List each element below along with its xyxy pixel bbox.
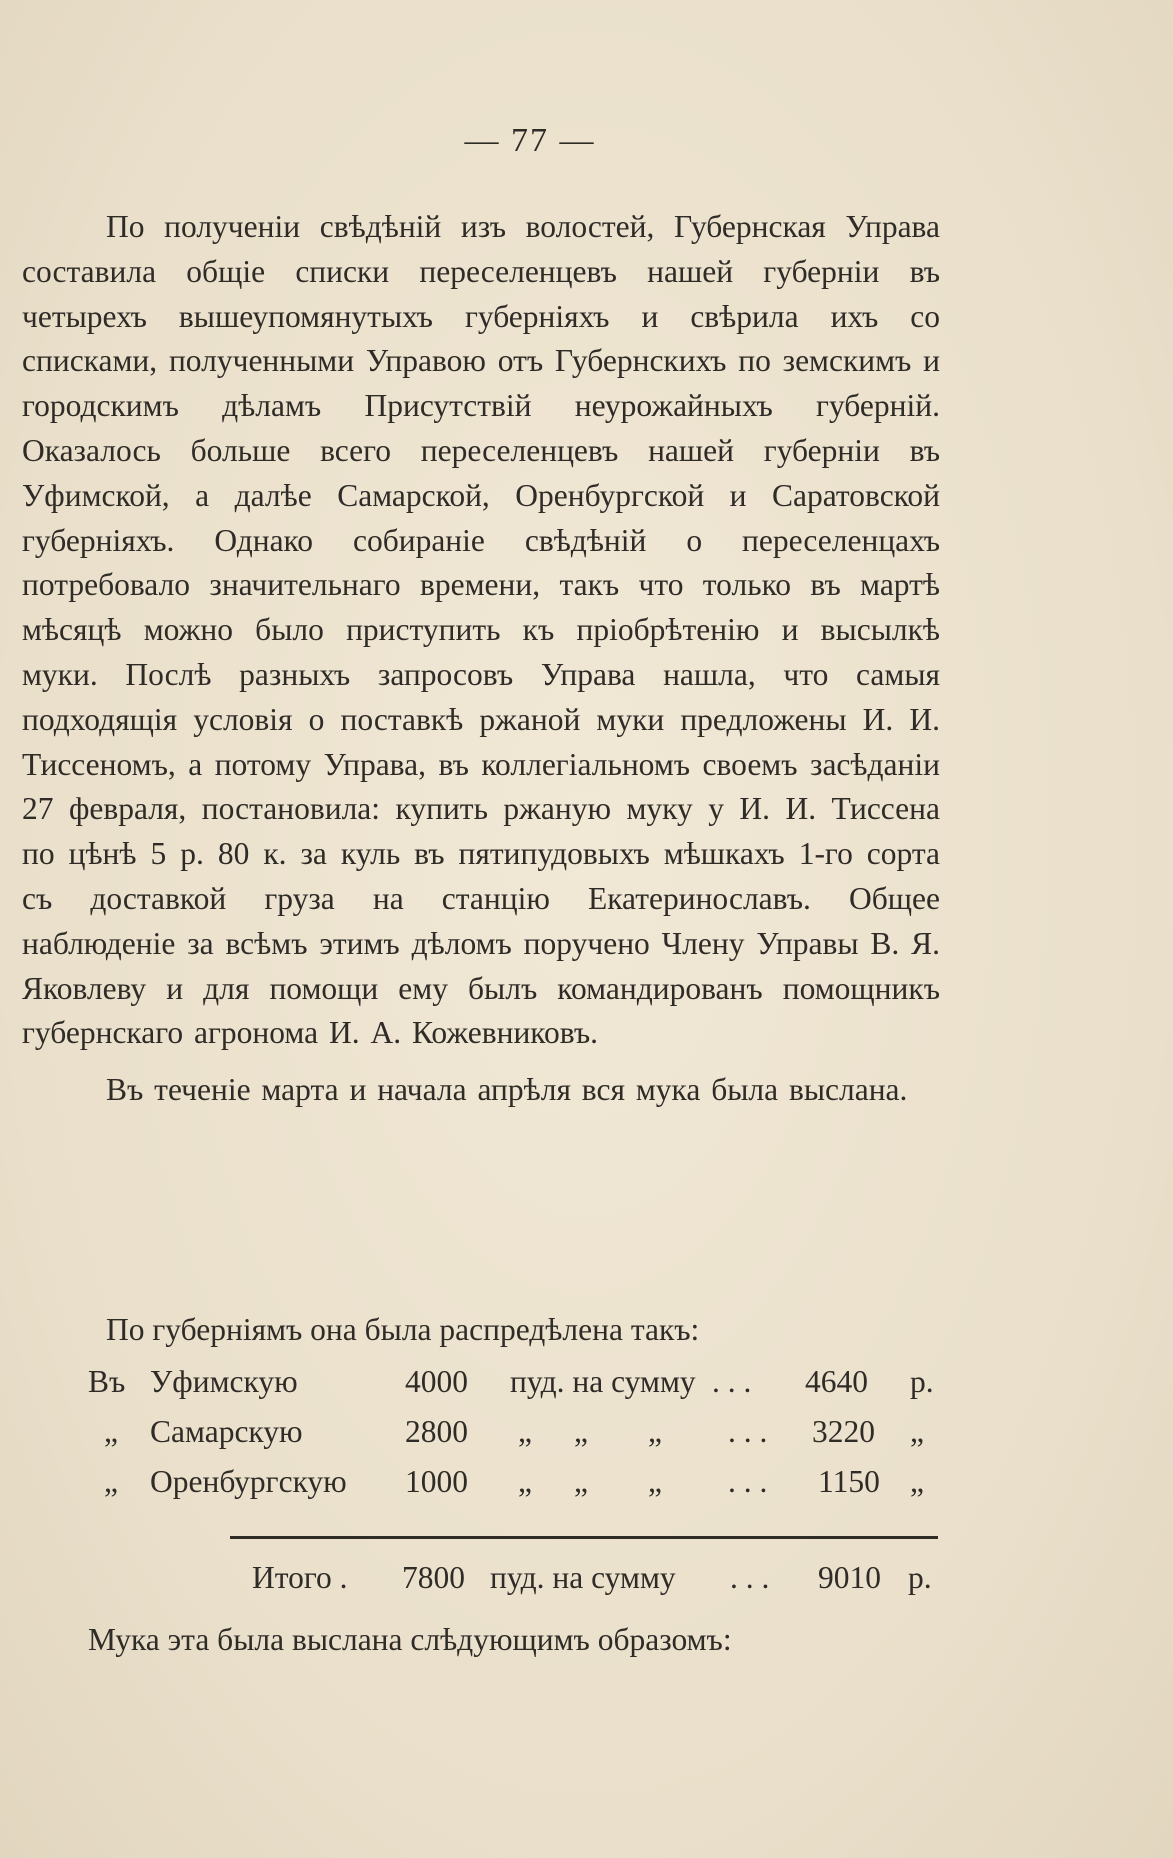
row-amount: 3220	[812, 1414, 875, 1449]
row-prefix: „	[104, 1464, 118, 1499]
row-currency: р.	[910, 1364, 934, 1399]
paragraph-2: Въ теченіе марта и начала апрѣля вся мука была выслана.	[106, 1072, 908, 1108]
total-dots: . . .	[730, 1560, 770, 1595]
distribution-intro: По губерніямъ она была распредѣлена такъ:	[106, 1312, 700, 1347]
row-quantity: 4000	[405, 1364, 468, 1399]
row-currency: „	[910, 1464, 924, 1499]
row-dots: . . .	[728, 1414, 768, 1449]
body-text	[22, 205, 940, 1113]
row-quantity: 1000	[405, 1464, 468, 1499]
row-ditto-mark: „	[518, 1414, 532, 1449]
total-divider	[230, 1536, 938, 1539]
table-row	[0, 1414, 1173, 1458]
row-dots: . . .	[728, 1464, 768, 1499]
row-dots: . . .	[712, 1364, 752, 1399]
total-currency: р.	[908, 1560, 932, 1595]
row-prefix: „	[104, 1414, 118, 1449]
total-amount: 9010	[818, 1560, 881, 1595]
row-region: Самарскую	[150, 1414, 303, 1449]
row-region: Оренбургскую	[150, 1464, 347, 1499]
row-currency: „	[910, 1414, 924, 1449]
row-unit: пуд. на сумму	[510, 1364, 696, 1399]
row-amount: 4640	[805, 1364, 868, 1399]
row-ditto-mark: „	[648, 1464, 662, 1499]
row-ditto-mark: „	[574, 1414, 588, 1449]
row-ditto-mark: „	[574, 1464, 588, 1499]
row-prefix: Въ	[88, 1364, 126, 1399]
page-number: — 77 —	[464, 122, 596, 159]
row-amount: 1150	[818, 1464, 880, 1499]
table-row	[0, 1364, 1173, 1408]
paragraph-1: По полученіи свѣдѣній изъ волостей, Губернская Управа составила общіе списки переселенцевъ нашей губерніи въ четырехъ вышеупомянутыхъ губерніяхъ и свѣрила ихъ со списками, полученными Управою отъ Губернскихъ по земскимъ и городскимъ дѣламъ Присутствій неурожайныхъ губерній. Оказалось больше всего переселенцевъ нашей губерніи въ Уфимской, а далѣе Самарской, Оренбургской и Саратовской губерніяхъ. Однако собираніе свѣдѣній о переселенцахъ потребовало значительнаго времени, такъ что только въ мартѣ мѣсяцѣ можно было приступить къ пріобрѣтенію и высылкѣ муки. Послѣ разныхъ запросовъ Управа нашла, что самыя подходящія условія о поставкѣ ржаной муки предложены И. И. Тиссеномъ, а потому Управа, въ коллегіальномъ своемъ засѣданіи 27 февраля, постановила: купить ржаную муку у И. И. Тиссена по цѣнѣ 5 р. 80 к. за куль въ пятипудовыхъ мѣшкахъ 1-го сорта съ доставкой груза на станцію Екатеринославъ. Общее наблюденіе за всѣмъ этимъ дѣломъ поручено Члену Управы В. Я. Яковлеву и для помощи ему былъ командированъ помощникъ губернскаго агронома И. А. Кожевниковъ.	[22, 209, 940, 1051]
total-label: Итого .	[252, 1560, 348, 1595]
total-unit: пуд. на сумму	[490, 1560, 676, 1595]
table-row	[0, 1464, 1173, 1508]
row-ditto-mark: „	[648, 1414, 662, 1449]
total-row	[0, 1560, 1173, 1604]
row-ditto-mark: „	[518, 1464, 532, 1499]
row-quantity: 2800	[405, 1414, 468, 1449]
total-quantity: 7800	[402, 1560, 465, 1595]
closing-line: Мука эта была выслана слѣдующимъ образомъ:	[88, 1622, 732, 1657]
row-region: Уфимскую	[150, 1364, 298, 1399]
